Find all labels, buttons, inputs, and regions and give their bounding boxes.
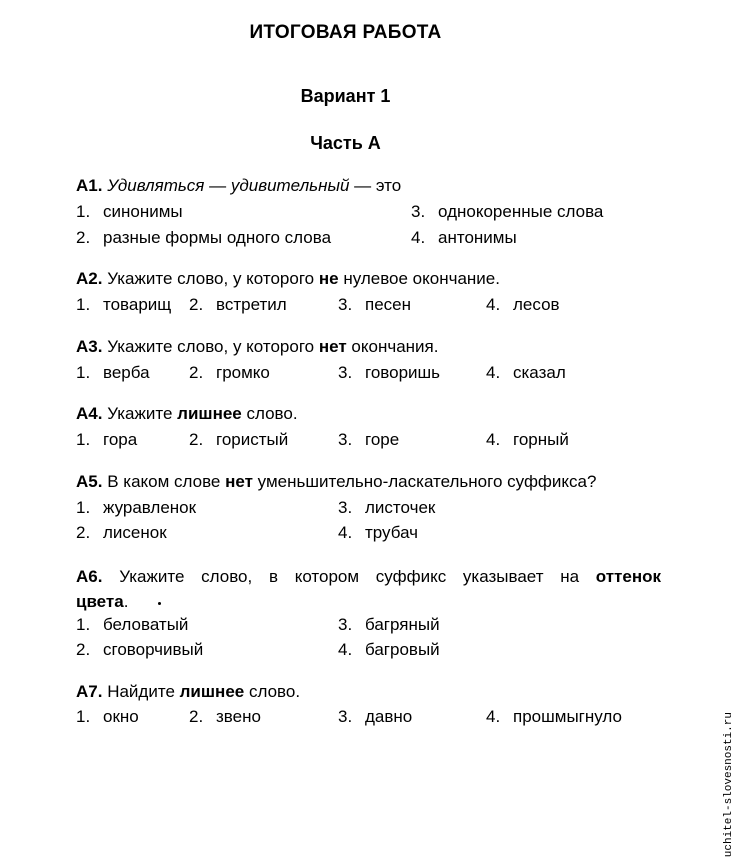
option: 2. разные формы одного слова — [76, 228, 332, 247]
option: 2. гористый — [189, 430, 289, 449]
option: 1. синонимы — [76, 202, 183, 221]
option: 4. прошмыгнуло — [486, 707, 622, 726]
option: 2. сговорчивый — [76, 640, 204, 659]
option: 1. журавленок — [76, 498, 197, 517]
option: 1. беловатый — [76, 615, 189, 634]
option: 2. звено — [189, 707, 261, 726]
option: 2. громко — [189, 363, 270, 382]
question-text: — это — [349, 176, 402, 195]
option: 1. гора — [76, 430, 138, 449]
question-a6: А6. Укажите слово, в котором суффикс указывает на оттенок — [76, 567, 661, 586]
option: 3. листочек — [338, 498, 436, 517]
question-a1 — [76, 176, 401, 196]
option: 1. верба — [76, 363, 150, 382]
question-a5: А5. В каком слове нет уменьшительно-ласкательного суффикса? — [76, 472, 597, 491]
option: 3. давно — [338, 707, 413, 726]
option: 2. встретил — [189, 295, 287, 314]
option: 2. лисенок — [76, 523, 167, 542]
variant-heading: Вариант 1 — [300, 86, 391, 106]
page-title: ИТОГОВАЯ РАБОТА — [249, 22, 442, 43]
dash: — — [204, 176, 231, 195]
question-a3: А3. Укажите слово, у которого нет окончания. — [76, 337, 439, 356]
option: 3. однокоренные слова — [411, 202, 604, 221]
option: 4. трубач — [338, 523, 419, 542]
option: 1. товарищ — [76, 295, 172, 314]
option: 3. багряный — [338, 615, 440, 634]
option: 4. антонимы — [411, 228, 517, 247]
option: 4. сказал — [486, 363, 566, 382]
option: 3. горе — [338, 430, 400, 449]
option: 4. горный — [486, 430, 569, 449]
question-word: удивительный — [230, 176, 350, 195]
question-number: А1. — [76, 176, 103, 195]
question-a6-cont: цвета. — [76, 592, 129, 611]
option: 3. песен — [338, 295, 412, 314]
print-speck — [158, 602, 161, 605]
part-heading: Часть А — [310, 133, 381, 153]
option: 4. лесов — [486, 295, 560, 314]
question-a4: А4. Укажите лишнее слово. — [76, 404, 298, 423]
question-word: Удивляться — [107, 176, 205, 195]
question-a7: А7. Найдите лишнее слово. — [76, 682, 301, 701]
question-a2: А2. Укажите слово, у которого не нулевое окончание. — [76, 269, 500, 288]
option: 4. багровый — [338, 640, 440, 659]
option: 3. говоришь — [338, 363, 441, 382]
option: 1. окно — [76, 707, 139, 726]
watermark: uchitel-slovesnosti.ru — [723, 712, 735, 857]
